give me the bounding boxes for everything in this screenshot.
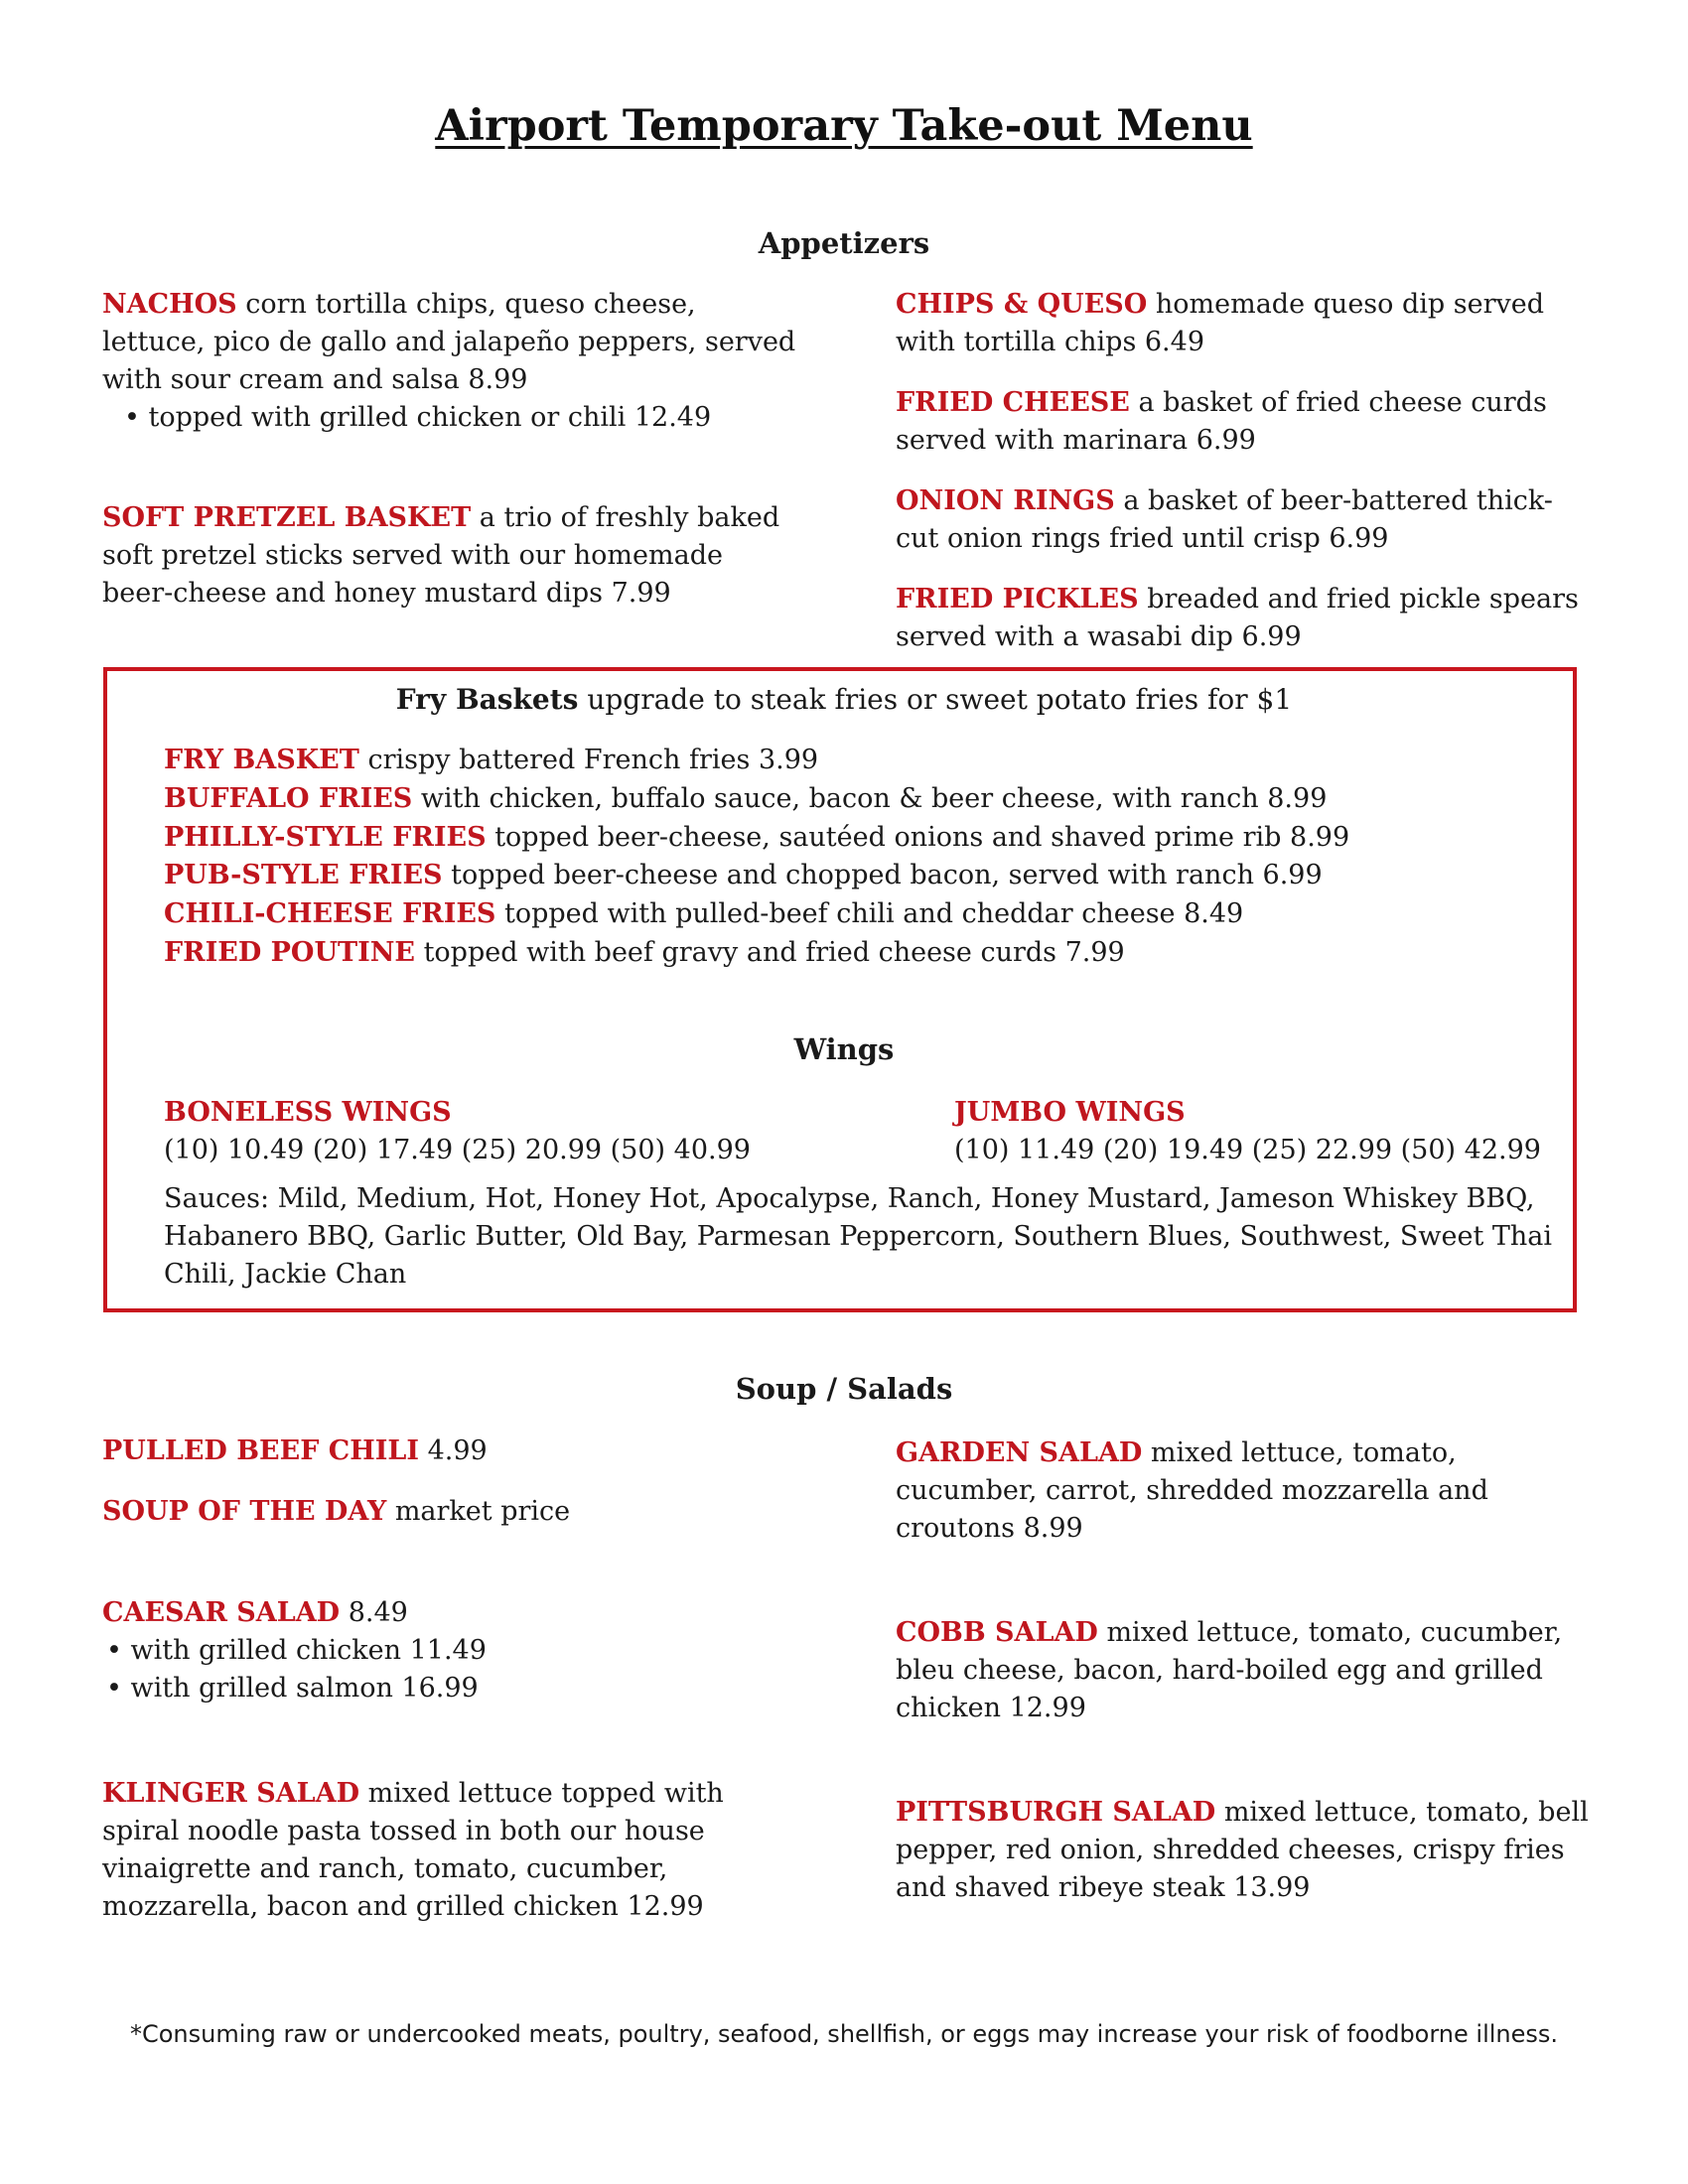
item-name: CAESAR SALAD: [102, 1597, 341, 1628]
appetizer-right-item: [896, 581, 1591, 656]
item-name: FRIED CHEESE: [896, 387, 1130, 418]
list-item: [164, 857, 1554, 895]
item-desc: homemade queso dip served with tortilla chips 6.49: [896, 289, 1545, 357]
page-title: Airport Temporary Take-out Menu: [435, 101, 1253, 151]
item-desc: mixed lettuce, tomato, bell pepper, red onion, shredded cheeses, crispy fries and shaved ribeye steak 13.99: [896, 1797, 1589, 1903]
item-desc: 4.99: [427, 1435, 488, 1466]
item-desc: corn tortilla chips, queso cheese, lettuce, pico de gallo and jalapeño peppers, served with sour cream and salsa 8.99: [102, 289, 796, 395]
appetizer-right-item: [896, 482, 1581, 558]
item-desc: breaded and fried pickle spears served with a wasabi dip 6.99: [896, 584, 1579, 652]
soup-salad-right-item: [896, 1614, 1591, 1727]
item-desc: mixed lettuce, tomato, cucumber, carrot, shredded mozzarella and croutons 8.99: [896, 1437, 1488, 1544]
soup-salads-heading: Soup / Salads: [735, 1372, 953, 1406]
jumbo-wings: [954, 1094, 1570, 1169]
item-desc: a trio of freshly baked soft pretzel sticks served with our homemade beer-cheese and honey mustard dips 7.99: [102, 502, 780, 609]
list-item: [164, 934, 1554, 973]
list-item: [164, 819, 1554, 858]
item-desc: mixed lettuce topped with spiral noodle pasta tossed in both our house vinaigrette and ranch, tomato, cucumber, mozzarella, bacon and grilled chicken 12.99: [102, 1778, 724, 1922]
fry-baskets-header: [0, 683, 1688, 716]
item-name: PITTSBURGH SALAD: [896, 1797, 1216, 1828]
item-name: ONION RINGS: [896, 485, 1115, 516]
list-item: [164, 742, 1554, 780]
boneless-wings: [164, 1094, 809, 1169]
item-name: GARDEN SALAD: [896, 1437, 1143, 1468]
item-name: BUFFALO FRIES: [164, 782, 413, 814]
item-name: BONELESS WINGS: [164, 1097, 452, 1128]
item-bullet: • with grilled chicken 11.49: [106, 1635, 487, 1666]
soup-salad-right-item: [896, 1434, 1571, 1548]
item-desc: topped with pulled-beef chili and cheddar cheese 8.49: [504, 898, 1244, 930]
item-name: CHIPS & QUESO: [896, 289, 1148, 320]
item-prices: (10) 10.49 (20) 17.49 (25) 20.99 (50) 40.99: [164, 1135, 751, 1165]
item-desc: with chicken, buffalo sauce, bacon & beer cheese, with ranch 8.99: [420, 782, 1328, 814]
item-name: JUMBO WINGS: [954, 1097, 1186, 1128]
item-name: PULLED BEEF CHILI: [102, 1435, 420, 1466]
list-item: [164, 895, 1554, 934]
item-name: FRIED POUTINE: [164, 936, 415, 968]
item-bullet: • with grilled salmon 16.99: [106, 1673, 479, 1704]
soup-salad-left-item: [102, 1493, 797, 1531]
fry-baskets-list: [164, 742, 1554, 973]
item-desc: market price: [394, 1496, 571, 1527]
item-desc: a basket of beer-battered thick-cut onion rings fried until crisp 6.99: [896, 485, 1553, 554]
appetizer-right-item: [896, 384, 1591, 460]
soup-salad-left-item: [102, 1594, 797, 1707]
item-desc: 8.49: [348, 1597, 408, 1628]
item-prices: (10) 11.49 (20) 19.49 (25) 22.99 (50) 42.99: [954, 1135, 1541, 1165]
soup-salad-left-item: [102, 1775, 797, 1926]
footnote: *Consuming raw or undercooked meats, poultry, seafood, shellfish, or eggs may increase your risk of foodborne illness.: [129, 2020, 1559, 2048]
appetizers-heading: Appetizers: [758, 226, 930, 260]
item-bullet: • topped with grilled chicken or chili 12.49: [124, 402, 712, 433]
item-name: SOUP OF THE DAY: [102, 1496, 387, 1527]
wings-heading: Wings: [793, 1032, 895, 1066]
item-desc: a basket of fried cheese curds served with marinara 6.99: [896, 387, 1547, 456]
item-desc: topped beer-cheese, sautéed onions and shaved prime rib 8.99: [494, 821, 1350, 853]
appetizer-left-item: [102, 286, 797, 437]
item-name: NACHOS: [102, 289, 237, 320]
item-desc: topped beer-cheese and chopped bacon, served with ranch 6.99: [451, 860, 1323, 891]
list-item: [164, 780, 1554, 819]
item-desc: topped with beef gravy and fried cheese curds 7.99: [423, 936, 1125, 968]
soup-salad-left-item: [102, 1433, 797, 1470]
fry-baskets-note: upgrade to steak fries or sweet potato fries for $1: [587, 683, 1293, 716]
item-name: FRY BASKET: [164, 745, 359, 775]
item-name: PHILLY-STYLE FRIES: [164, 821, 487, 853]
item-desc: crispy battered French fries 3.99: [367, 745, 819, 775]
appetizer-right-item: [896, 286, 1591, 361]
item-name: FRIED PICKLES: [896, 584, 1139, 614]
item-name: CHILI-CHEESE FRIES: [164, 898, 496, 930]
item-name: KLINGER SALAD: [102, 1778, 360, 1809]
item-name: COBB SALAD: [896, 1617, 1098, 1648]
item-name: PUB-STYLE FRIES: [164, 860, 443, 891]
wing-sauces: Sauces: Mild, Medium, Hot, Honey Hot, Apocalypse, Ranch, Honey Mustard, Jameson Whiskey BBQ, Habanero BBQ, Garlic Butter, Old Bay, Parmesan Peppercorn, Southern Blues, Southwest, Sweet Thai Chili, Jackie Chan: [164, 1183, 1553, 1290]
item-name: SOFT PRETZEL BASKET: [102, 502, 472, 533]
item-desc: mixed lettuce, tomato, cucumber, bleu cheese, bacon, hard-boiled egg and grilled chicken 12.99: [896, 1617, 1563, 1723]
soup-salad-right-item: [896, 1794, 1601, 1907]
fry-baskets-heading: Fry Baskets: [395, 683, 579, 716]
appetizer-left-item: [102, 499, 797, 613]
